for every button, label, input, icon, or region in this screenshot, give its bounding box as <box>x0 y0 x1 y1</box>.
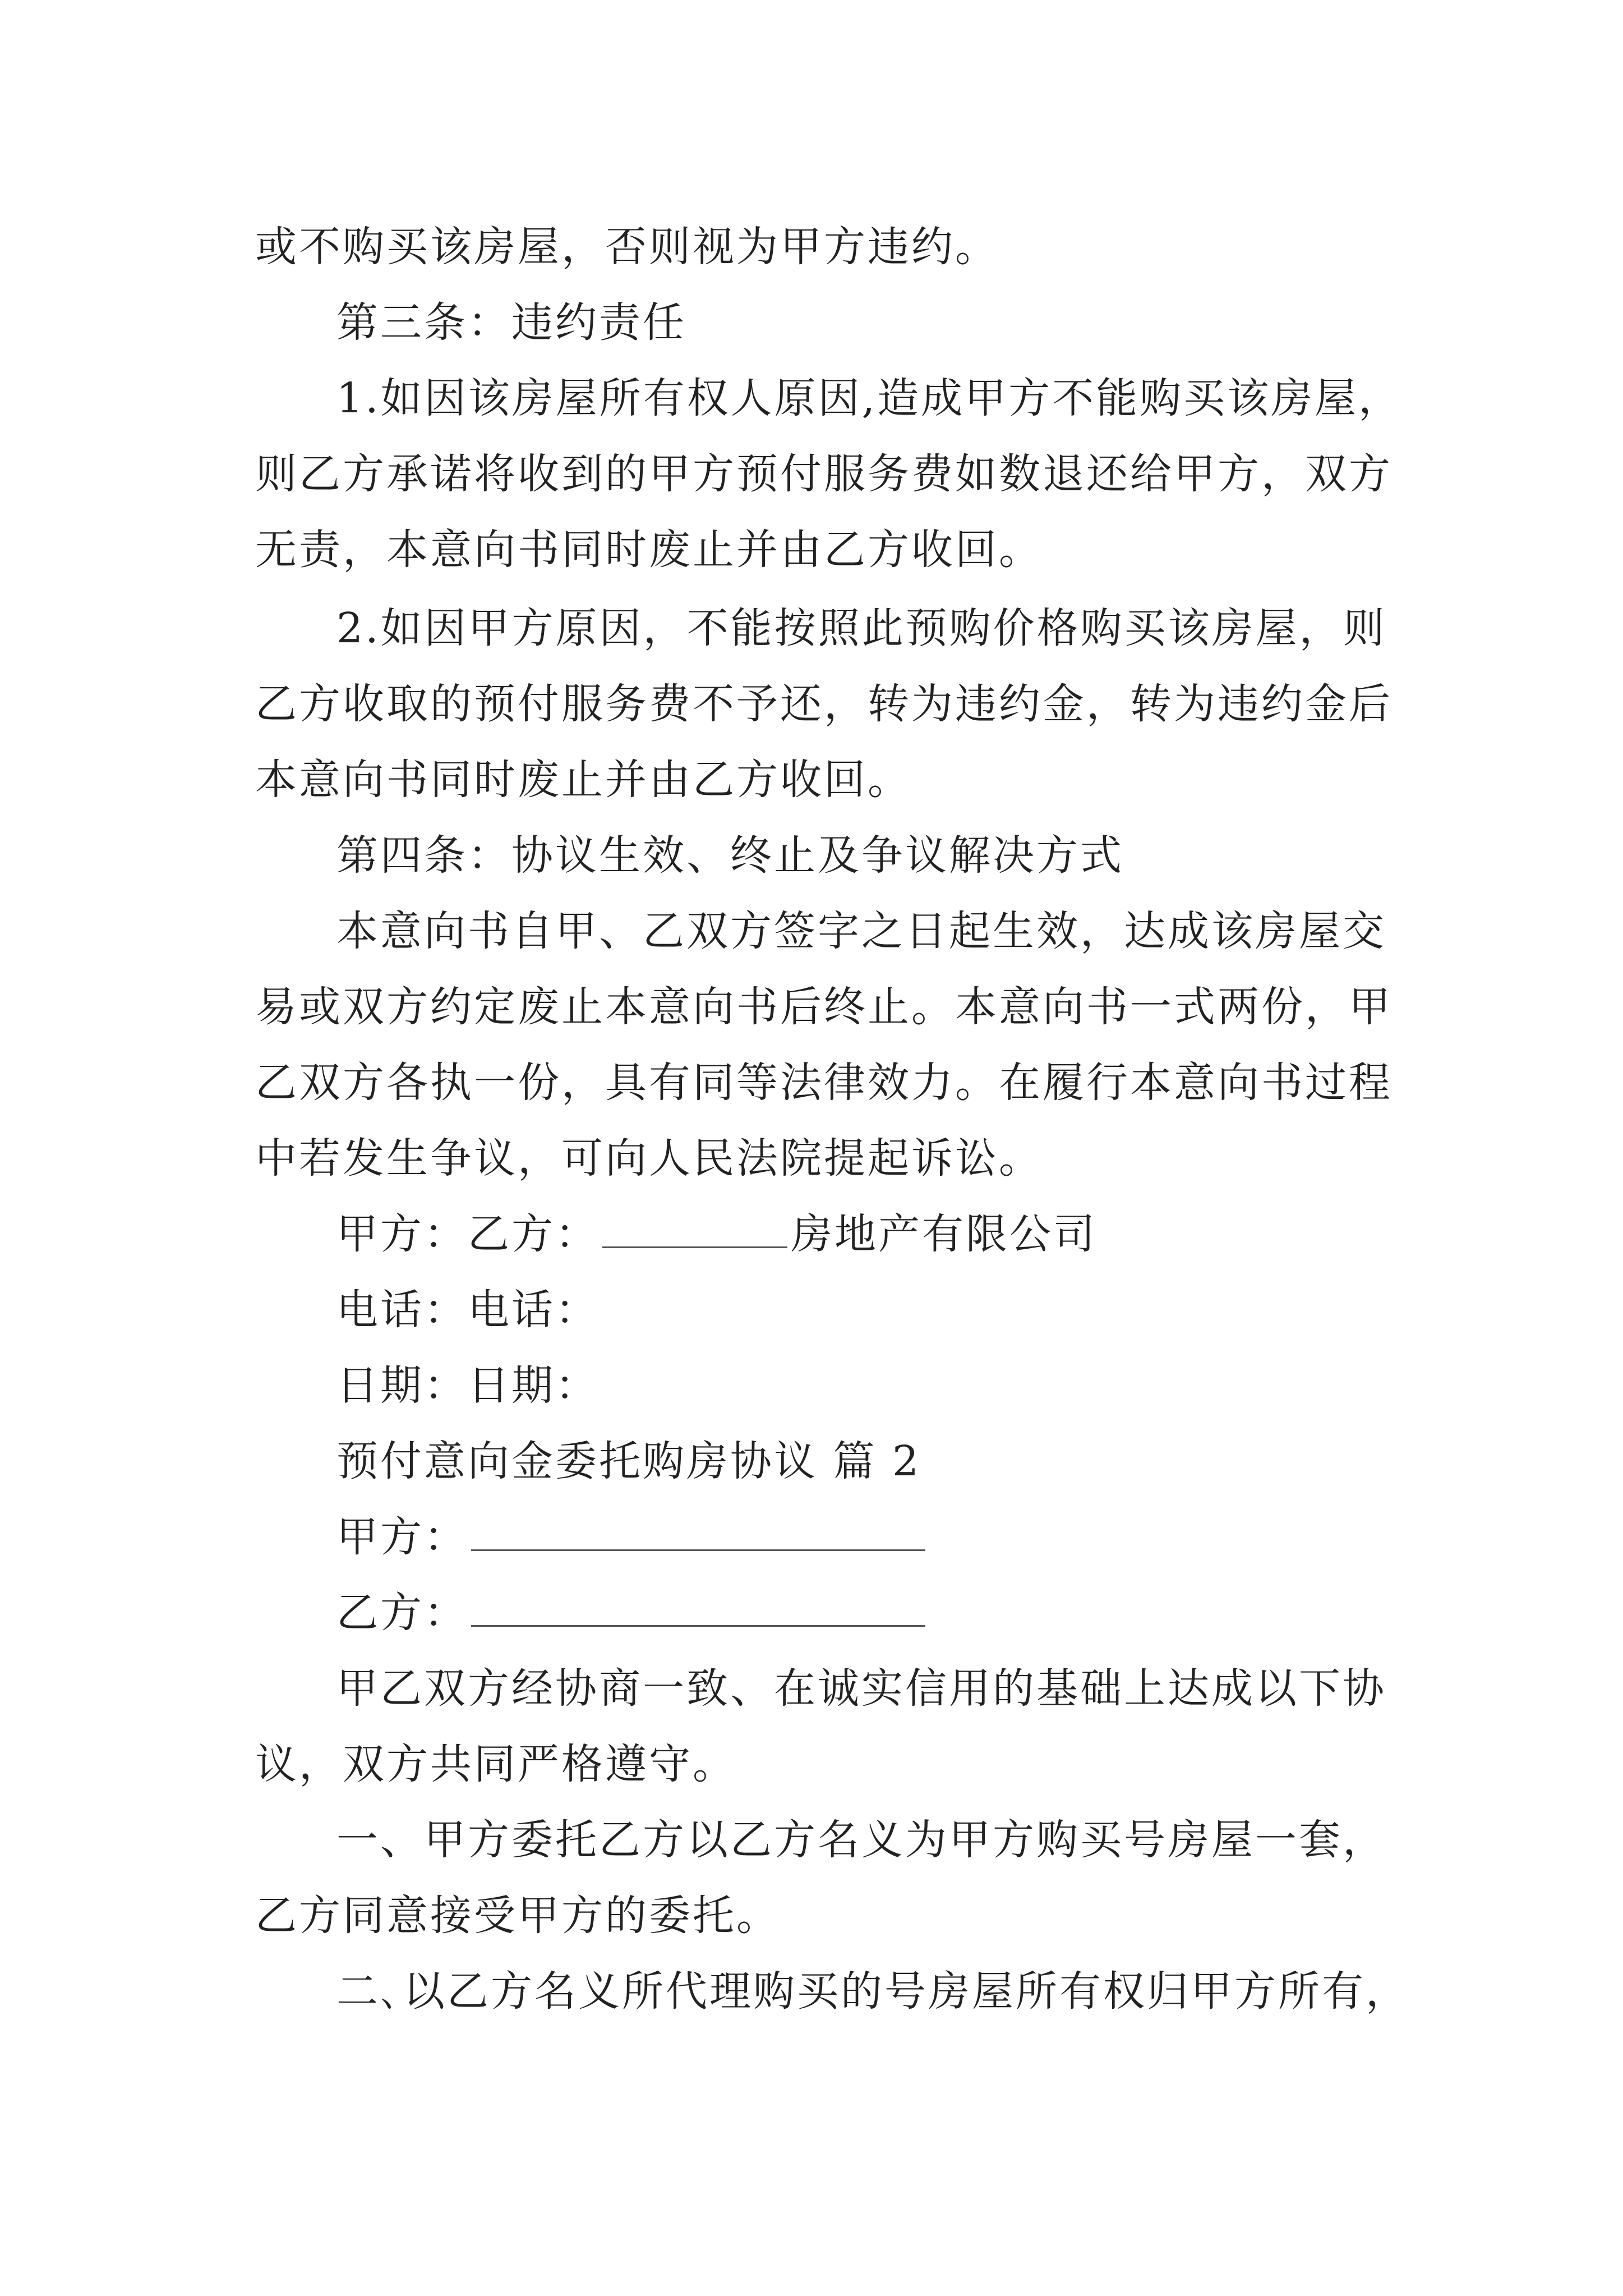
party-a-line <box>336 1509 929 1565</box>
paragraph-line: 乙双方各执一份，具有同等法律效力。在履行本意向书过程 <box>255 1059 1393 1107</box>
paragraph-line: 中若发生争议，可向人民法院提起诉讼。 <box>255 1134 1043 1182</box>
paragraph-line: 易或双方约定废止本意向书后终止。本意向书一式两份，甲 <box>255 983 1393 1031</box>
paragraph-line: 或不购买该房屋，否则视为甲方违约。 <box>255 223 999 271</box>
article-heading: 第三条：违约责任 <box>336 298 686 347</box>
paragraph-line: 本意向书自甲、乙双方签字之日起生效，达成该房屋交 <box>336 907 1386 955</box>
signature-line <box>336 1206 1097 1262</box>
paragraph-line: 二､以乙方名义所代理购买的号房屋所有权归甲方所有， <box>336 1967 1409 2016</box>
paragraph-line: 则乙方承诺将收到的甲方预付服务费如数退还给甲方，双方 <box>255 450 1393 498</box>
party-a-label: 甲方： <box>336 1513 468 1561</box>
article-heading: 第四条：协议生效、终止及争议解决方式 <box>336 831 1124 880</box>
phone-line: 电话：电话： <box>336 1286 599 1334</box>
paragraph-line: 无责，本意向书同时废止并由乙方收回。 <box>255 526 1043 574</box>
paragraph-line: 乙方收取的预付服务费不予还，转为违约金，转为违约金后 <box>255 680 1393 728</box>
party-b-label: 乙方： <box>336 1589 468 1637</box>
date-line: 日期：日期： <box>336 1361 599 1410</box>
paragraph-line: 乙方同意接受甲方的委托。 <box>255 1892 780 1940</box>
section-title: 预付意向金委托购房协议 篇 2 <box>336 1437 921 1485</box>
paragraph-line: 议，双方共同严格遵守。 <box>255 1740 736 1788</box>
party-a-blank <box>471 1515 925 1551</box>
party-b-blank <box>471 1590 925 1627</box>
paragraph-line: 一、甲方委托乙方以乙方名义为甲方购买号房屋一套， <box>336 1816 1386 1864</box>
paragraph-line: 甲乙双方经协商一致、在诚实信用的基础上达成以下协 <box>336 1664 1386 1713</box>
paragraph-line: 2.如因甲方原因，不能按照此预购价格购买该房屋，则 <box>336 604 1387 652</box>
party-b-line <box>336 1585 929 1641</box>
company-name-blank <box>602 1212 787 1248</box>
company-suffix: 房地产有限公司 <box>791 1210 1097 1258</box>
paragraph-line: 1.如因该房屋所有权人原因,造成甲方不能购买该房屋， <box>336 374 1403 422</box>
paragraph-line: 本意向书同时废止并由乙方收回。 <box>255 756 911 804</box>
signature-label: 甲方：乙方： <box>336 1210 599 1258</box>
